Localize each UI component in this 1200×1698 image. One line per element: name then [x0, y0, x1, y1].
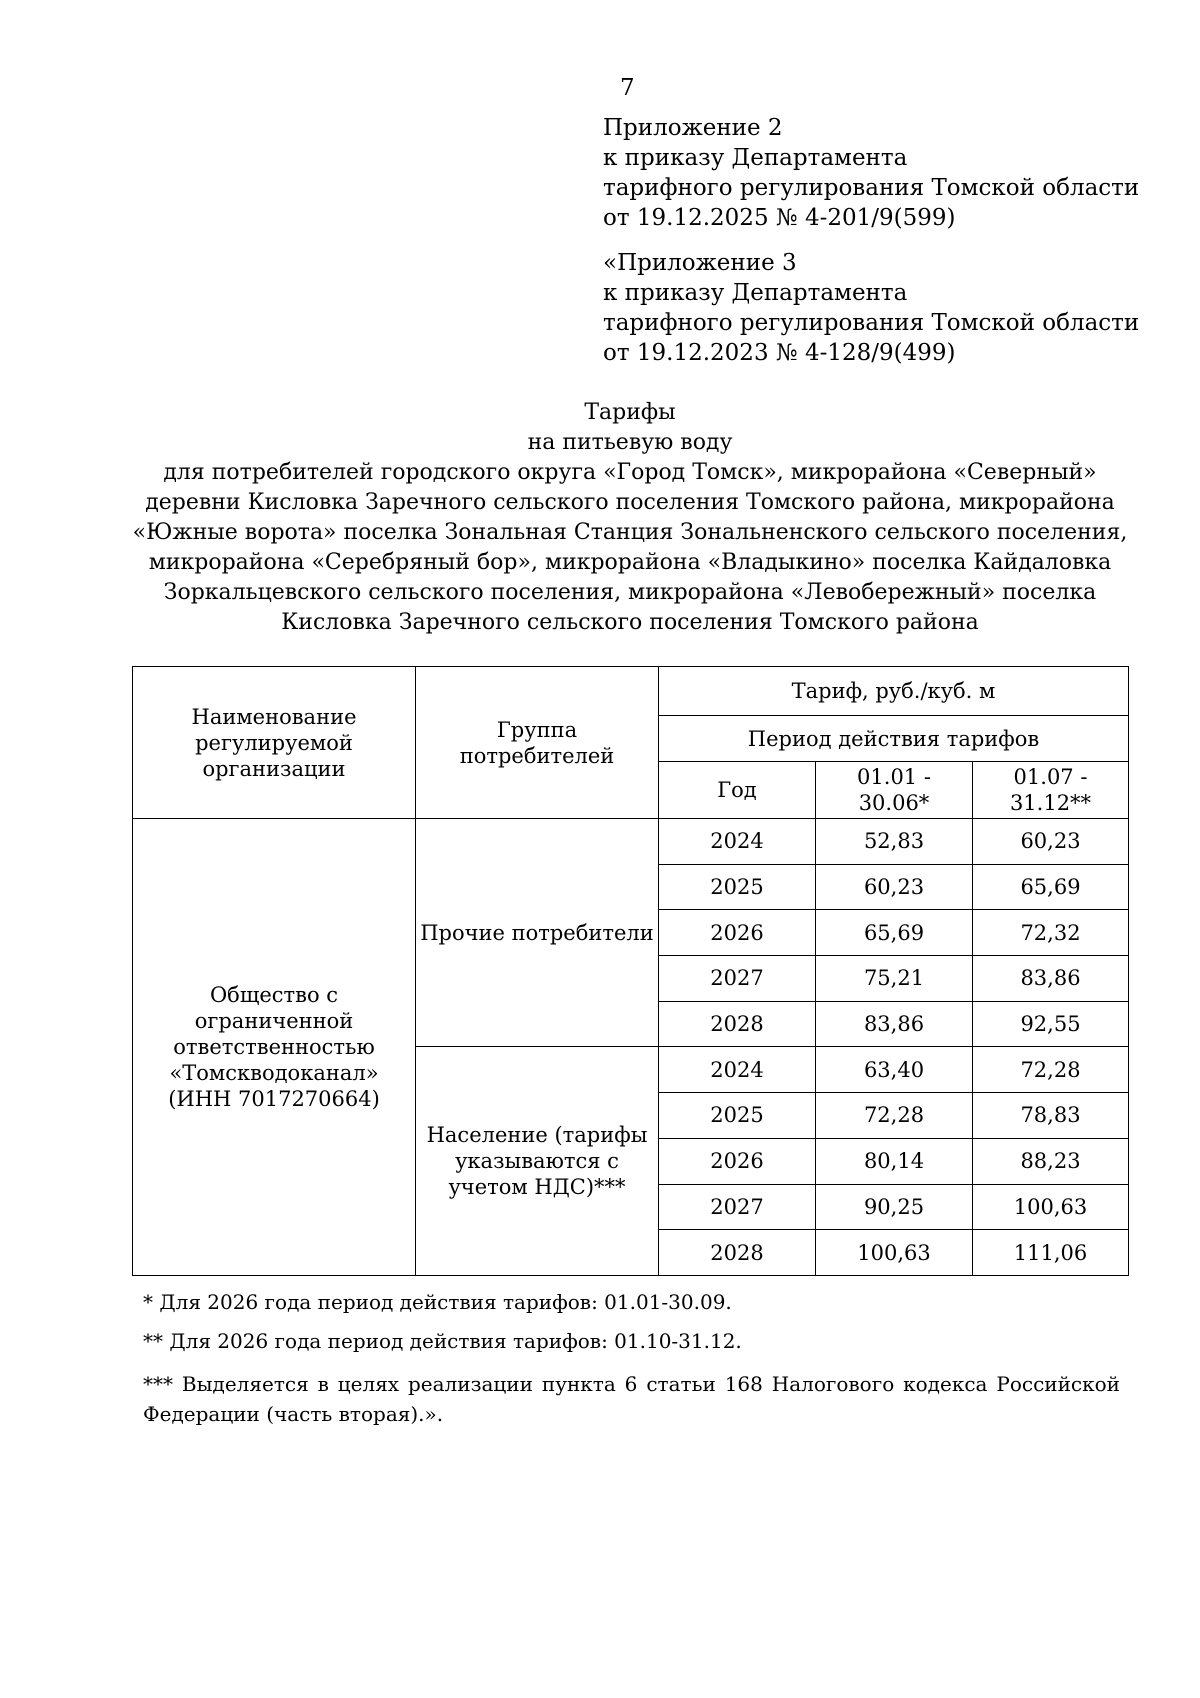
- tariff-period-1-cell: 100,63: [816, 1230, 973, 1276]
- page-number: 7: [620, 75, 635, 101]
- title-line: на питьевую воду: [527, 430, 733, 455]
- year-cell: 2026: [659, 1138, 816, 1184]
- header-tariff: Тариф, руб./куб. м: [659, 667, 1129, 716]
- header-period-1: 01.01 - 30.06*: [816, 762, 973, 819]
- year-cell: 2028: [659, 1001, 816, 1047]
- appendix-current-line: от 19.12.2025 № 4-201/9(599): [603, 205, 956, 231]
- tariff-period-1-cell: 52,83: [816, 819, 973, 865]
- appendix-previous-line: тарифного регулирования Томской области: [603, 310, 1140, 336]
- consumer-group-cell: Прочие потребители: [416, 819, 659, 1047]
- appendix-current-line: Приложение 2: [603, 115, 783, 141]
- year-cell: 2027: [659, 956, 816, 1002]
- tariff-period-2-cell: 72,32: [973, 910, 1129, 956]
- tariff-period-1-cell: 83,86: [816, 1001, 973, 1047]
- title-line: Кисловка Заречного сельского поселения Томского района: [281, 610, 979, 635]
- tariff-period-2-cell: 72,28: [973, 1047, 1129, 1093]
- tariff-period-2-cell: 92,55: [973, 1001, 1129, 1047]
- header-period: Период действия тарифов: [659, 716, 1129, 762]
- appendix-current: [603, 113, 1139, 233]
- appendix-previous: [603, 248, 1139, 368]
- year-cell: 2026: [659, 910, 816, 956]
- tariff-period-2-cell: 78,83: [973, 1093, 1129, 1139]
- tariff-period-1-cell: 90,25: [816, 1184, 973, 1230]
- title-line: микрорайона «Серебряный бор», микрорайона «Владыкино» поселка Кайдаловка: [148, 550, 1112, 575]
- title-line: деревни Кисловка Заречного сельского поселения Томского района, микрорайона: [145, 490, 1115, 515]
- consumer-group-cell: Население (тарифы указываются с учетом НДС)***: [416, 1047, 659, 1275]
- tariff-period-1-cell: 60,23: [816, 864, 973, 910]
- title-line: для потребителей городского округа «Город Томск», микрорайона «Северный»: [163, 460, 1097, 485]
- header-consumer-group: Группа потребителей: [416, 667, 659, 819]
- header-org-name: Наименование регулируемой организации: [133, 667, 416, 819]
- tariff-period-2-cell: 111,06: [973, 1230, 1129, 1276]
- tariff-period-2-cell: 100,63: [973, 1184, 1129, 1230]
- appendix-current-line: тарифного регулирования Томской области: [603, 175, 1140, 201]
- year-cell: 2024: [659, 819, 816, 865]
- header-year: Год: [659, 762, 816, 819]
- appendix-previous-line: «Приложение 3: [603, 250, 797, 276]
- tariff-period-2-cell: 60,23: [973, 819, 1129, 865]
- tariff-table: [132, 666, 1129, 1276]
- tariff-period-1-cell: 72,28: [816, 1093, 973, 1139]
- tariff-period-2-cell: 83,86: [973, 956, 1129, 1002]
- title-line: Тарифы: [584, 400, 676, 425]
- year-cell: 2027: [659, 1184, 816, 1230]
- tariff-period-1-cell: 75,21: [816, 956, 973, 1002]
- tariff-period-2-cell: 88,23: [973, 1138, 1129, 1184]
- title-line: Зоркальцевского сельского поселения, микрорайона «Левобережный» поселка: [163, 580, 1097, 605]
- footnote-3: *** Выделяется в целях реализации пункта 6 статьи 168 Налогового кодекса Российской Федерации (часть вторая).».: [143, 1372, 1120, 1426]
- title-line: «Южные ворота» поселка Зональная Станция Зональненского сельского поселения,: [132, 520, 1128, 545]
- document-title: [100, 398, 1160, 638]
- footnote-1: * Для 2026 года период действия тарифов: 01.01-30.09.: [143, 1290, 732, 1314]
- year-cell: 2025: [659, 1093, 816, 1139]
- header-period-2: 01.07 - 31.12**: [973, 762, 1129, 819]
- table-row: [133, 819, 1129, 865]
- tariff-period-1-cell: 65,69: [816, 910, 973, 956]
- year-cell: 2024: [659, 1047, 816, 1093]
- appendix-previous-line: от 19.12.2023 № 4-128/9(499): [603, 340, 956, 366]
- year-cell: 2028: [659, 1230, 816, 1276]
- tariff-period-1-cell: 80,14: [816, 1138, 973, 1184]
- organization-cell: Общество с ограниченной ответственностью «Томскводоканал» (ИНН 7017270664): [133, 819, 416, 1276]
- tariff-period-1-cell: 63,40: [816, 1047, 973, 1093]
- appendix-current-line: к приказу Департамента: [603, 145, 908, 171]
- appendix-previous-line: к приказу Департамента: [603, 280, 908, 306]
- tariff-period-2-cell: 65,69: [973, 864, 1129, 910]
- footnote-2: ** Для 2026 года период действия тарифов: 01.10-31.12.: [143, 1329, 742, 1353]
- year-cell: 2025: [659, 864, 816, 910]
